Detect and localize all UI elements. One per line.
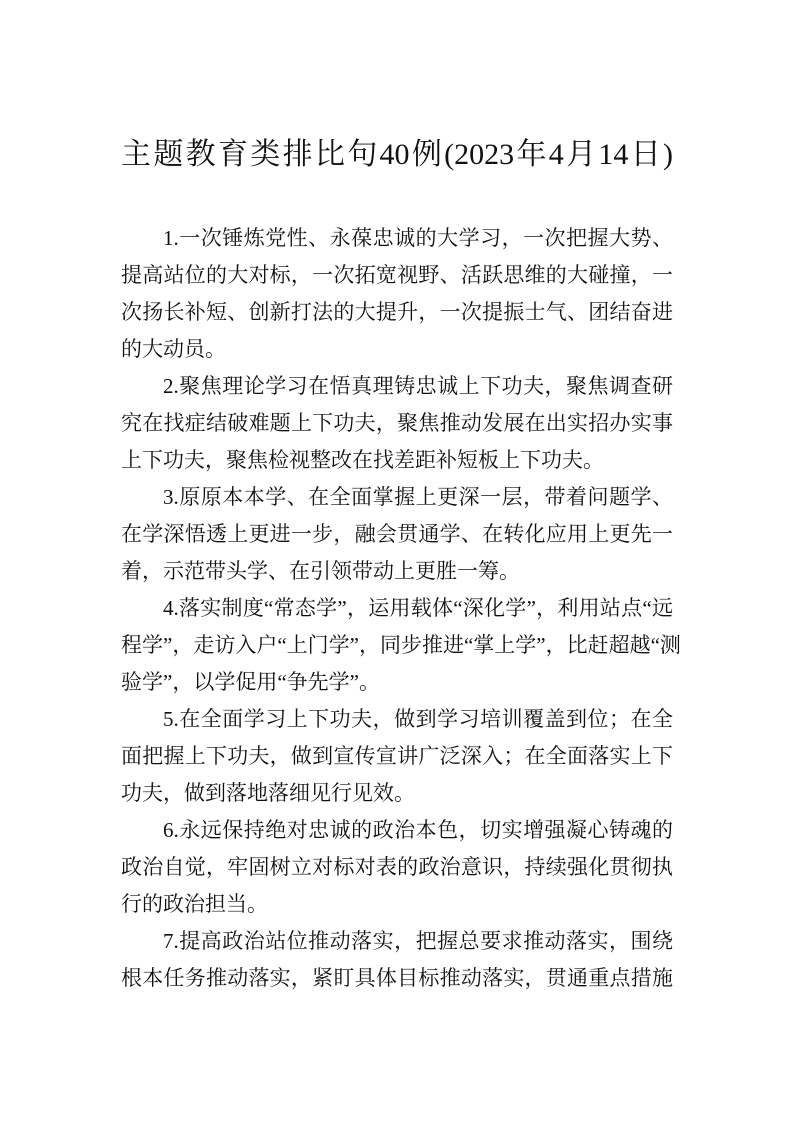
document-body	[121, 220, 681, 997]
paragraph-1	[121, 220, 673, 368]
paragraph-line: 2.聚焦理论学习在悟真理铸忠诚上下功夫，聚焦调查研	[163, 374, 673, 398]
paragraph-2	[121, 368, 673, 479]
paragraph-7	[121, 923, 673, 997]
paragraph-6	[121, 812, 673, 923]
paragraph-line: 行的政治担当。	[121, 892, 268, 916]
paragraph-line: 上下功夫，聚焦检视整改在找差距补短板上下功夫。	[121, 448, 604, 472]
paragraph-4	[121, 590, 681, 701]
paragraph-line: 提高站位的大对标，一次拓宽视野、活跃思维的大碰撞，一	[121, 263, 673, 287]
paragraph-line: 在学深悟透上更进一步，融会贯通学、在转化应用上更先一	[121, 522, 673, 546]
paragraph-3	[121, 479, 673, 590]
paragraph-line: 面把握上下功夫，做到宣传宣讲广泛深入；在全面落实上下	[121, 744, 673, 768]
document-title: 主题教育类排比句40例(2023年4月14日)	[121, 138, 673, 171]
paragraph-line: 验学”，以学促用“争先学”。	[121, 670, 380, 694]
paragraph-line: 究在找症结破难题上下功夫，聚焦推动发展在出实招办实事	[121, 411, 673, 435]
paragraph-line: 7.提高政治站位推动落实，把握总要求推动落实，围绕	[163, 929, 673, 953]
paragraph-5	[121, 701, 673, 812]
paragraph-line: 根本任务推动落实，紧盯具体目标推动落实，贯通重点措施	[121, 966, 673, 990]
paragraph-line: 3.原原本本学、在全面掌握上更深一层，带着问题学、	[163, 485, 673, 509]
paragraph-line: 程学”，走访入户“上门学”，同步推进“掌上学”，比赶超越“测	[121, 633, 681, 657]
paragraph-line: 4.落实制度“常态学”，运用载体“深化学”，利用站点“远	[163, 596, 673, 620]
paragraph-line: 5.在全面学习上下功夫，做到学习培训覆盖到位；在全	[163, 707, 673, 731]
paragraph-line: 次扬长补短、创新打法的大提升，一次提振士气、团结奋进	[121, 300, 673, 324]
paragraph-line: 1.一次锤炼党性、永葆忠诚的大学习，一次把握大势、	[163, 226, 673, 250]
paragraph-line: 功夫，做到落地落细见行见效。	[121, 781, 415, 805]
paragraph-line: 着，示范带头学、在引领带动上更胜一筹。	[121, 559, 520, 583]
paragraph-line: 6.永远保持绝对忠诚的政治本色，切实增强凝心铸魂的	[163, 818, 673, 842]
paragraph-line: 政治自觉，牢固树立对标对表的政治意识，持续强化贯彻执	[121, 855, 673, 879]
paragraph-line: 的大动员。	[121, 337, 226, 361]
